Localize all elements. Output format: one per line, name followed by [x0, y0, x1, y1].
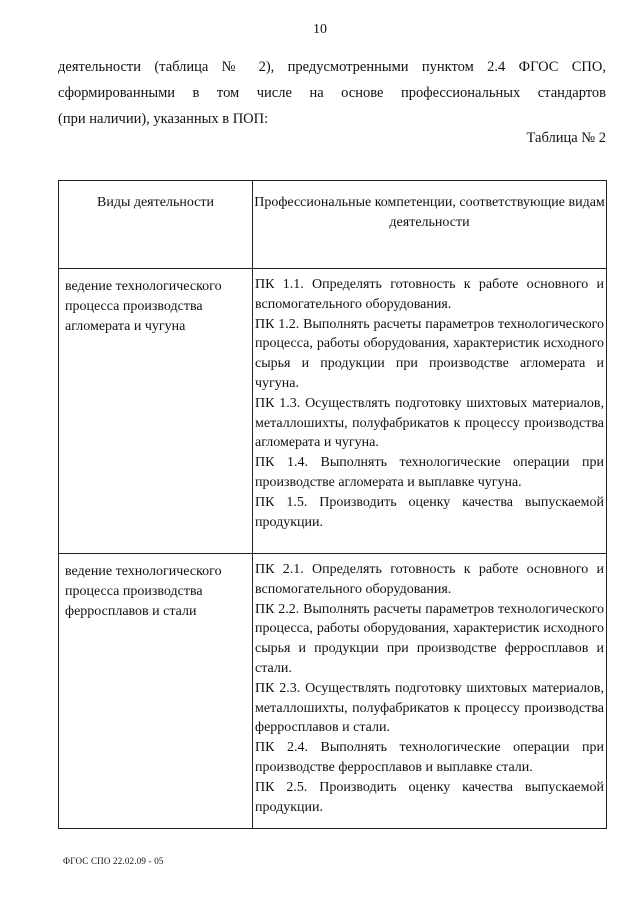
intro-line: деятельности (таблица № 2), предусмотренными пунктом 2.4 ФГОС СПО,	[58, 59, 606, 75]
footer-code: ФГОС СПО 22.02.09 - 05	[63, 856, 164, 866]
intro-line: сформированными в том числе на основе профессиональных стандартов	[58, 85, 606, 101]
competency-item: ПК 1.4. Выполнять технологические операции при производстве агломерата и выплавке чугуна.	[255, 455, 604, 490]
competency-item: ПК 1.2. Выполнять расчеты параметров технологического процесса, работы оборудования, характеристик исходного сырья и продукции при производстве агломерата и чугуна.	[255, 316, 604, 391]
competencies-table	[58, 180, 607, 829]
competency-item: ПК 2.4. Выполнять технологические операции при производстве ферросплавов и выплавке стали.	[255, 740, 604, 775]
table-row	[59, 554, 607, 829]
competency-item: ПК 1.1. Определять готовность к работе основного и вспомогательного оборудования.	[255, 277, 604, 312]
activity-cell: ведение технологического процесса производства агломерата и чугуна	[59, 269, 253, 554]
competency-item: ПК 1.5. Производить оценку качества выпускаемой продукции.	[255, 494, 604, 530]
table-caption: Таблица № 2	[526, 130, 606, 146]
competency-item: ПК 2.2. Выполнять расчеты параметров технологического процесса, работы оборудования, характеристик исходного сырья и продукции при производстве ферросплавов и стали.	[255, 601, 604, 676]
table-header-row	[59, 181, 607, 269]
competency-item: ПК 2.5. Производить оценку качества выпускаемой продукции.	[255, 779, 604, 815]
intro-paragraph	[58, 54, 606, 132]
page-number: 10	[313, 22, 327, 37]
competencies-cell	[253, 554, 607, 829]
competency-item: ПК 1.3. Осуществлять подготовку шихтовых материалов, металлошихты, полуфабрикатов к процессу производства агломерата и чугуна.	[255, 395, 604, 451]
competencies-cell	[253, 269, 607, 554]
activity-cell: ведение технологического процесса производства ферросплавов и стали	[59, 554, 253, 829]
intro-line: (при наличии), указанных в ПОП:	[58, 111, 269, 127]
header-activity: Виды деятельности	[59, 181, 253, 269]
table-row	[59, 269, 607, 554]
competency-item: ПК 2.1. Определять готовность к работе основного и вспомогательного оборудования.	[255, 562, 604, 597]
header-competencies: Профессиональные компетенции, соответствующие видам деятельности	[253, 181, 607, 269]
competency-item: ПК 2.3. Осуществлять подготовку шихтовых материалов, металлошихты, полуфабрикатов к процессу производства ферросплавов и стали.	[255, 680, 604, 736]
